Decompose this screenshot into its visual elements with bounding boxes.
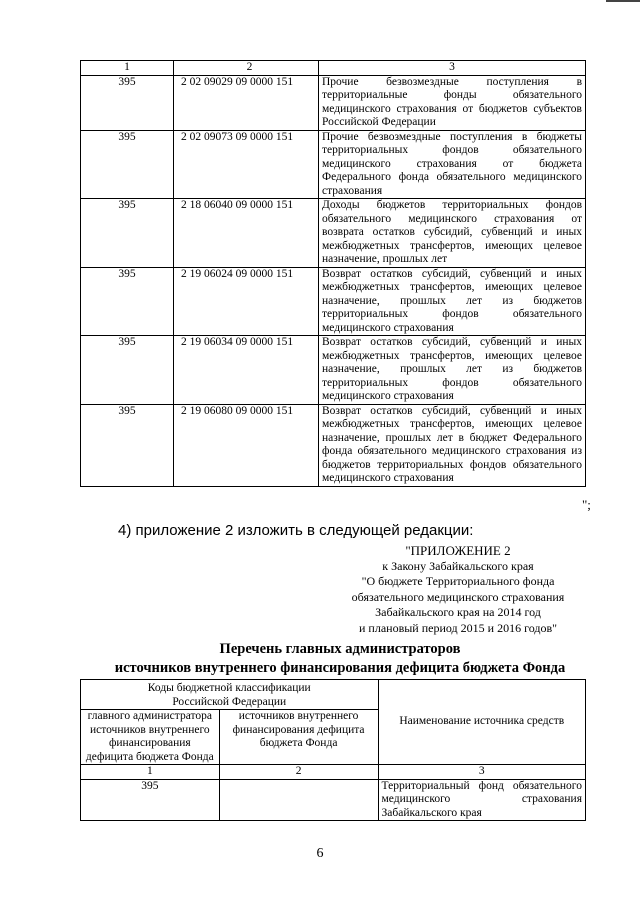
table-row [81,199,586,268]
source-code-cell [219,779,378,821]
income-name-cell: Возврат остатков субсидий, субвенций и иных межбюджетных трансфертов, имеющих целевое назначение, прошлых лет из бюджетов территориальных фондов обязательного медицинского страхования [319,336,586,405]
title-line: Перечень главных администраторов [219,641,461,657]
admin-code-cell: 395 [81,130,174,199]
group-header-cell: Коды бюджетной классификации Российской Федерации [81,680,379,710]
appendix-header [330,543,586,636]
table-row [81,336,586,405]
appendix-line: "ПРИЛОЖЕНИЕ 2 [405,543,511,558]
title-line: источников внутреннего финансирования дефицита бюджета Фонда [114,660,566,676]
table-row [81,267,586,336]
income-name-cell: Возврат остатков субсидий, субвенций и иных межбюджетных трансфертов, имеющих целевое назначение, прошлых лет из бюджетов территориальных фондов обязательного медицинского страхования [319,267,586,336]
table-header-row [81,680,586,710]
income-name-cell: Прочие безвозмездные поступления в бюджеты территориальных фондов обязательного медицинского страхования от бюджета Федерального фонда обязательного медицинского страхования [319,130,586,199]
admin-header-cell: главного администратора источников внутреннего финансирования дефицита бюджета Фонда [81,710,220,765]
column-number-3: 3 [378,765,585,780]
column-number-2: 2 [174,61,319,76]
table-row [81,404,586,486]
source-name-header: Наименование источника средств [378,680,585,765]
admin-code-cell: 395 [81,404,174,486]
table-row [81,75,586,130]
appendix-line: обязательного медицинского страхования [351,589,565,604]
income-codes-table [80,60,586,487]
source-name-cell: Территориальный фонд обязательного медицинского страхования Забайкальского края [378,779,585,821]
document-title [60,640,620,678]
column-number-1: 1 [81,765,220,780]
income-name-cell: Доходы бюджетов территориальных фондов обязательного медицинского страхования от возврата остатков субсидий, субвенций и иных межбюджетных трансфертов, имеющих целевое назначение, прошлых лет [319,199,586,268]
appendix-line: Забайкальского края на 2014 год [375,605,541,619]
classification-code-cell: 2 02 09073 09 0000 151 [174,130,319,199]
appendix-line: к Закону Забайкальского края [382,558,534,573]
column-number-2: 2 [219,765,378,780]
closing-quote-mark: "; [582,497,591,512]
classification-code-cell: 2 18 06040 09 0000 151 [174,199,319,268]
column-number-1: 1 [81,61,174,76]
classification-code-cell: 2 02 09029 09 0000 151 [174,75,319,130]
table-row [81,779,586,821]
table-number-row [81,765,586,780]
classification-code-cell: 2 19 06024 09 0000 151 [174,267,319,336]
amendment-text: 4) приложение 2 изложить в следующей редакции: [118,522,474,539]
admin-code-cell: 395 [81,267,174,336]
admin-code-cell: 395 [81,75,174,130]
admin-code-cell: 395 [81,336,174,405]
source-code-header-cell: источников внутреннего финансирования дефицита бюджета Фонда [219,710,378,765]
appendix-line: и плановый период 2015 и 2016 годов" [358,620,558,635]
admin-code-cell: 395 [81,199,174,268]
table-row [81,130,586,199]
scan-mark [606,0,640,2]
admin-code-cell: 395 [81,779,220,821]
page-number: 6 [316,846,324,861]
classification-code-cell: 2 19 06080 09 0000 151 [174,404,319,486]
appendix-line: "О бюджете Территориального фонда [361,574,555,588]
table-header-row [81,61,586,76]
sources-table [80,679,586,821]
income-name-cell: Возврат остатков субсидий, субвенций и иных межбюджетных трансфертов, имеющих целевое назначение, прошлых лет в бюджет Федерального фонда обязательного медицинского страхования из бюджетов территориальных фондов обязательного медицинского страхования [319,404,586,486]
classification-code-cell: 2 19 06034 09 0000 151 [174,336,319,405]
income-name-cell: Прочие безвозмездные поступления в территориальные фонды обязательного медицинского страхования от бюджетов субъектов Российской Федерации [319,75,586,130]
column-number-3: 3 [319,61,586,76]
